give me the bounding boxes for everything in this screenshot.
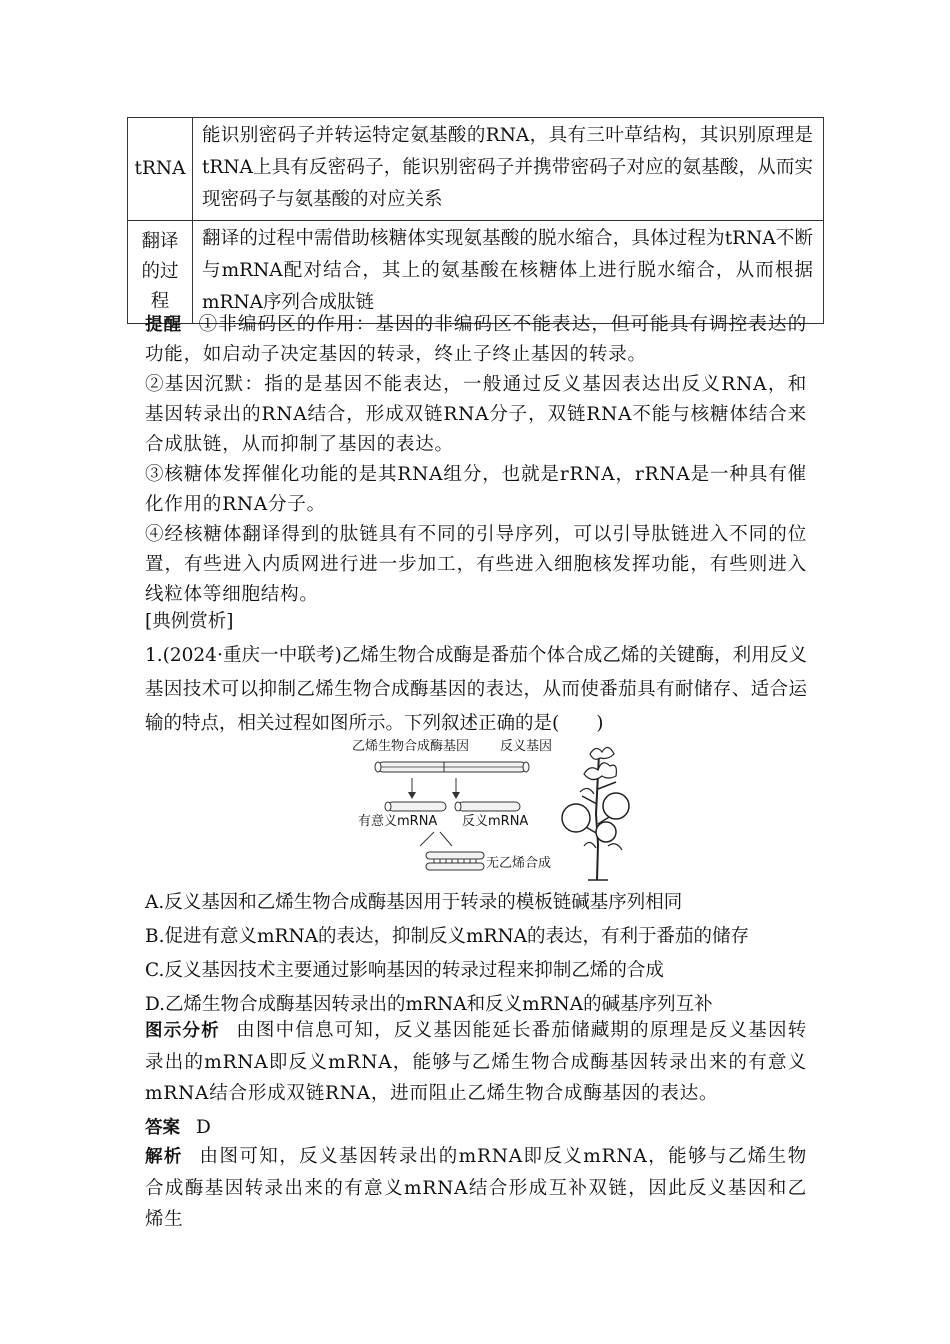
- mrna-bars: [385, 802, 520, 811]
- analysis-label: 图示分析: [145, 1021, 220, 1041]
- knowledge-table: [127, 117, 824, 324]
- reminder-item-2: ②基因沉默：指的是基因不能表达，一般通过反义基因表达出反义RNA，和基因转录出的RNA结合，形成双链RNA分子，双链RNA不能与核糖体结合来合成肽链，从而抑制了基因的表达。: [145, 374, 807, 455]
- row-text-translation: 翻译的过程中需借助核糖体实现氨基酸的脱水缩合，具体过程为tRNA不断与mRNA配对结合，其上的氨基酸在核糖体上进行脱水缩合，从而根据mRNA序列合成肽链: [193, 221, 824, 324]
- figure-label-gene1: 乙烯生物合成酶基因: [352, 739, 470, 754]
- label-line: 的过: [141, 261, 179, 282]
- arrow-left-head: [408, 792, 416, 799]
- explanation-label: 解析: [145, 1147, 183, 1167]
- option-c: C.反义基因技术主要通过影响基因的转录过程来抑制乙烯的合成: [145, 960, 664, 981]
- row-label-translation: [128, 221, 193, 324]
- section-title: [典例赏析]: [145, 611, 234, 632]
- reminder-block: [145, 310, 807, 610]
- option-b: B.促进有意义mRNA的表达，抑制反义mRNA的表达，有利于番茄的储存: [145, 926, 750, 947]
- double-strand-rna: [426, 852, 484, 870]
- options-block: [145, 886, 807, 1022]
- figure-label-mrna2: 反义mRNA: [462, 814, 529, 829]
- reminder-item-1: 提醒 ①非编码区的作用：基因的非编码区不能表达，但可能具有调控表达的功能，如启动子决定基因的转录，终止子终止基因的转录。: [145, 314, 807, 365]
- answer-value: D: [196, 1117, 211, 1138]
- analysis-block: [145, 1015, 807, 1109]
- answer-block: [145, 1112, 807, 1144]
- explanation-text: 解析 由图可知，反义基因转录出的mRNA即反义mRNA，能够与乙烯生物合成酶基因转录出来的有意义mRNA结合形成互补双链，因此反义基因和乙烯生: [145, 1146, 807, 1230]
- figure-analysis: 图示分析 由图中信息可知，反义基因能延长番茄储藏期的原理是反义基因转录出的mRNA即反义mRNA，能够与乙烯生物合成酶基因转录出来的有意义mRNA结合形成双链RNA，进而阻止乙烯生物合成酶基因的表达。: [145, 1020, 808, 1104]
- figure-label-result: 无乙烯合成: [486, 856, 552, 871]
- label-line: 程: [150, 291, 170, 312]
- answer-line: [145, 1112, 807, 1144]
- table-row: [128, 221, 824, 324]
- figure-label-gene2: 反义基因: [500, 739, 553, 754]
- table-row: [128, 118, 824, 221]
- antisense-figure: [352, 734, 642, 884]
- arrow-right-head: [452, 792, 460, 799]
- tomato-plant-icon: [562, 747, 629, 880]
- figure-label-mrna1: 有意义mRNA: [358, 814, 438, 829]
- question-stem: 1.(2024·重庆一中联考)乙烯生物合成酶是番茄个体合成乙烯的关键酶，利用反义基因技术可以抑制乙烯生物合成酶基因的表达，从而使番茄具有耐储存、适合运输的特点，相关过程如图所示。下列叙述正确的是( ): [145, 645, 807, 734]
- arrow-merge-left: [420, 832, 434, 846]
- reminder-item-3: ③核糖体发挥催化功能的是其RNA组分，也就是rRNA，rRNA是一种具有催化作用的RNA分子。: [145, 464, 807, 515]
- answer-label: 答案: [145, 1118, 180, 1138]
- reminder-item-4: ④经核糖体翻译得到的肽链具有不同的引导序列，可以引导肽链进入不同的位置，有些进入内质网进行进一步加工，有些进入细胞核发挥功能，有些则进入线粒体等细胞结构。: [145, 524, 807, 605]
- reminder-label: 提醒: [145, 315, 183, 335]
- arrow-merge-right: [440, 832, 452, 846]
- label-line: 翻译: [141, 231, 179, 252]
- option-d: D.乙烯生物合成酶基因转录出的mRNA和反义mRNA的碱基序列互补: [145, 994, 713, 1015]
- row-text-trna: 能识别密码子并转运特定氨基酸的RNA，具有三叶草结构，其识别原理是tRNA上具有反密码子，能识别密码子并携带密码子对应的氨基酸，从而实现密码子与氨基酸的对应关系: [193, 118, 824, 221]
- explanation-block: [145, 1141, 807, 1235]
- row-label-trna: tRNA: [128, 118, 193, 221]
- figure-svg: [352, 734, 642, 884]
- question-block: [145, 605, 807, 741]
- dna-gene-bar: [375, 762, 529, 772]
- option-a: A.反义基因和乙烯生物合成酶基因用于转录的模板链碱基序列相同: [145, 892, 683, 913]
